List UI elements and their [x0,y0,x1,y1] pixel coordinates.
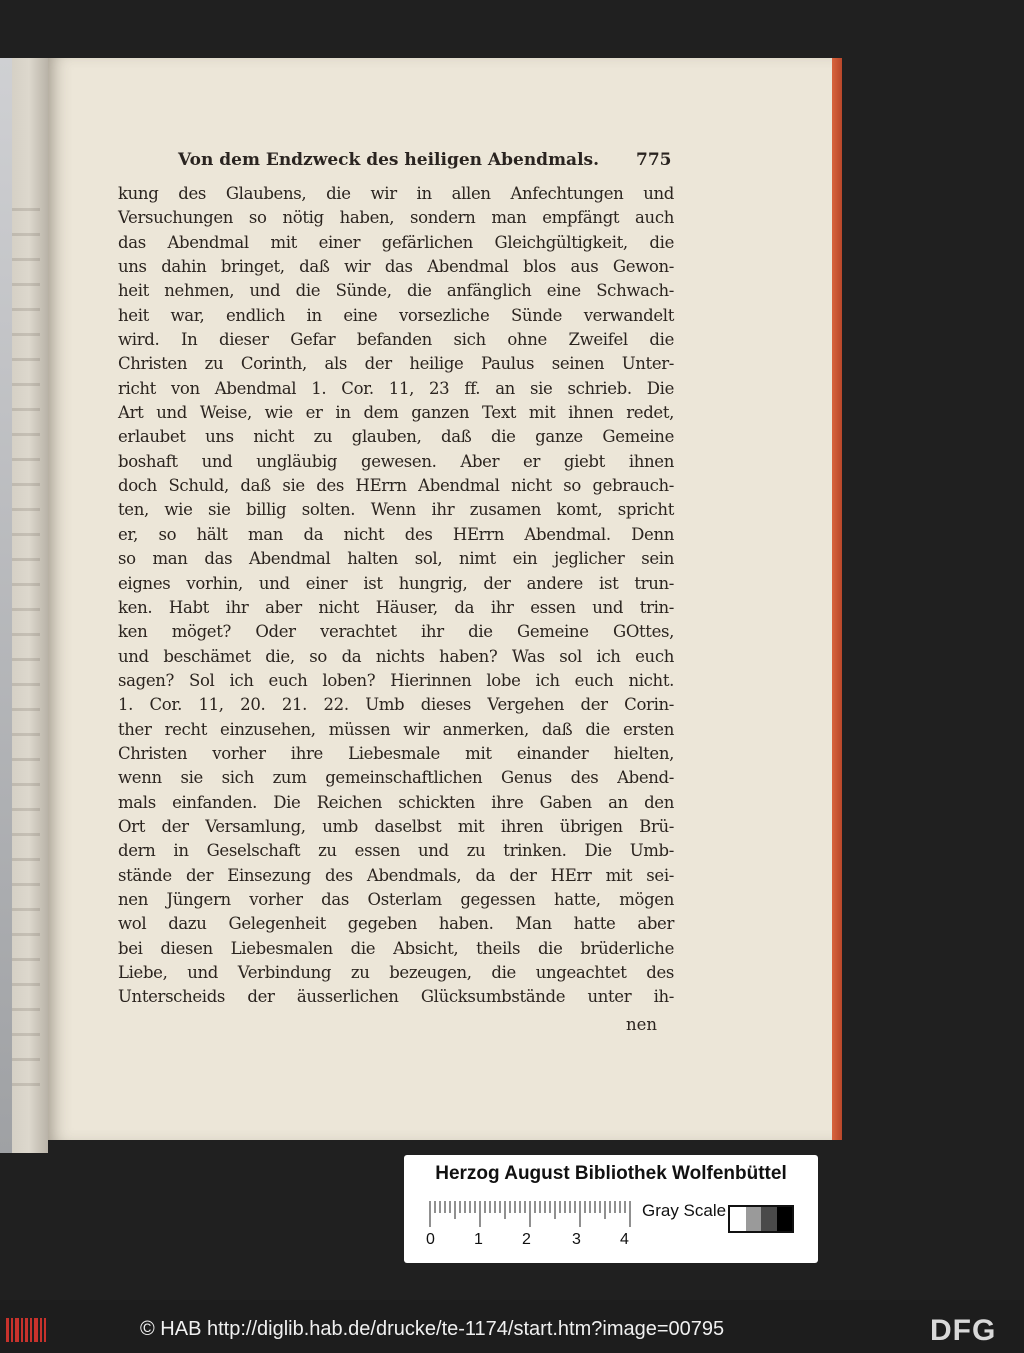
swatch-cell [746,1207,762,1231]
swatch-cell [761,1207,777,1231]
text-line: und beschämet die, so da nichts haben? Was sol ich euch [118,646,674,666]
text-line: erlaubet uns nicht zu glauben, daß die ganze Gemeine [118,427,674,447]
scale-number: 1 [474,1231,483,1248]
text-line: nen Jüngern vorher das Osterlam gegessen hatte, mögen [118,889,674,909]
text-line: er, so hält man da nicht des HErrn Abendmal. Denn [118,524,674,544]
text-line: wenn sie sich zum gemeinschaftlichen Genus des Abend- [118,768,674,788]
text-line: bei diesen Liebesmalen die Absicht, theils die brüderliche [118,938,674,958]
text-line: ther recht einzusehen, müssen wir anmerken, daß die ersten [118,719,674,739]
text-line: 1. Cor. 11, 20. 21. 22. Umb dieses Vergehen der Corin- [118,695,674,715]
page-edge-red [832,58,842,1140]
text-line: das Abendmal mit einer gefärlichen Gleichgültigkeit, die [118,232,674,252]
swatch-cell [730,1207,746,1231]
text-line: uns dahin bringet, daß wir das Abendmal blos aus Gewon- [118,257,674,277]
text-line: wol dazu Gelegenheit gegeben haben. Man hatte aber [118,914,674,934]
text-line: eignes vorhin, und einer ist hungrig, der andere ist trun- [118,573,674,593]
text-line: Christen zu Corinth, als der heilige Paulus seinen Unter- [118,354,674,374]
dfg-logo: DFG [930,1314,997,1347]
body-text [118,182,674,1010]
text-line: wird. In dieser Gefar befanden sich ohne Zweifel die [118,330,674,350]
text-line: ken möget? Oder verachtet ihr die Gemeine GOttes, [118,622,674,642]
text-line: boshaft und ungläubig gewesen. Aber er giebt ihnen [118,451,674,471]
text-line: heit war, endlich in eine vorsezliche Sünde verwandelt [118,305,674,325]
text-line: ten, wie sie billig solten. Wenn ihr zusamen komt, spricht [118,500,674,520]
catchword: nen [626,1015,658,1034]
barcode-icon [6,1318,46,1342]
scale-ruler [428,1201,636,1227]
text-line: Art und Weise, wie er in dem ganzen Text mit ihnen redet, [118,403,674,423]
gray-scale-label: Gray Scale [642,1201,727,1220]
text-line: ken. Habt ihr aber nicht Häuser, da ihr essen und trin- [118,597,674,617]
page-binding-strip [0,58,12,1153]
text-line: mals einfanden. Die Reichen schickten ihre Gaben an den [118,792,674,812]
page-number: 775 [636,150,672,170]
library-color-card [404,1155,818,1263]
text-line: so man das Abendmal halten sol, nimt ein jeglicher sein [118,549,674,569]
text-line: sagen? Sol ich euch loben? Hierinnen lobe ich euch nicht. [118,670,674,690]
text-line: Christen vorher ihre Liebesmale mit einander hielten, [118,743,674,763]
text-line: dern in Geselschaft zu essen und zu trinken. Die Umb- [118,841,674,861]
library-name: Herzog August Bibliothek Wolfenbüttel [435,1163,787,1184]
text-line: Ort der Versamlung, umb daselbst mit ihren übrigen Brü- [118,816,674,836]
text-line: Liebe, und Verbindung zu bezeugen, die ungeachtet des [118,963,674,982]
scale-number: 0 [426,1231,435,1248]
swatch-cell [777,1207,793,1231]
viewer-footer [0,1308,1024,1353]
scale-number: 3 [572,1231,581,1248]
text-line: heit nehmen, und die Sünde, die anfänglich eine Schwach- [118,281,674,301]
running-head: Von dem Endzweck des heiligen Abendmals. [178,150,600,170]
text-line: kung des Glaubens, die wir in allen Anfechtungen und [118,184,674,203]
text-line: doch Schuld, daß sie des HErrn Abendmal nicht so gebrauch- [118,476,674,496]
text-line: Versuchungen so nötig haben, sondern man empfängt auch [118,208,674,228]
copyright-link[interactable]: © HAB http://diglib.hab.de/drucke/te-1174/start.htm?image=00795 [140,1318,725,1340]
scale-number: 2 [522,1231,531,1248]
gray-scale-swatch [728,1205,794,1233]
scale-number: 4 [620,1231,629,1248]
text-line: stände der Einsezung des Abendmals, da der HErr mit sei- [118,865,674,885]
text-line: richt von Abendmal 1. Cor. 11, 23 ff. an sie schrieb. Die [118,378,674,398]
text-line: Unterscheids der äusserlichen Glücksumbstände unter ih- [118,987,674,1007]
